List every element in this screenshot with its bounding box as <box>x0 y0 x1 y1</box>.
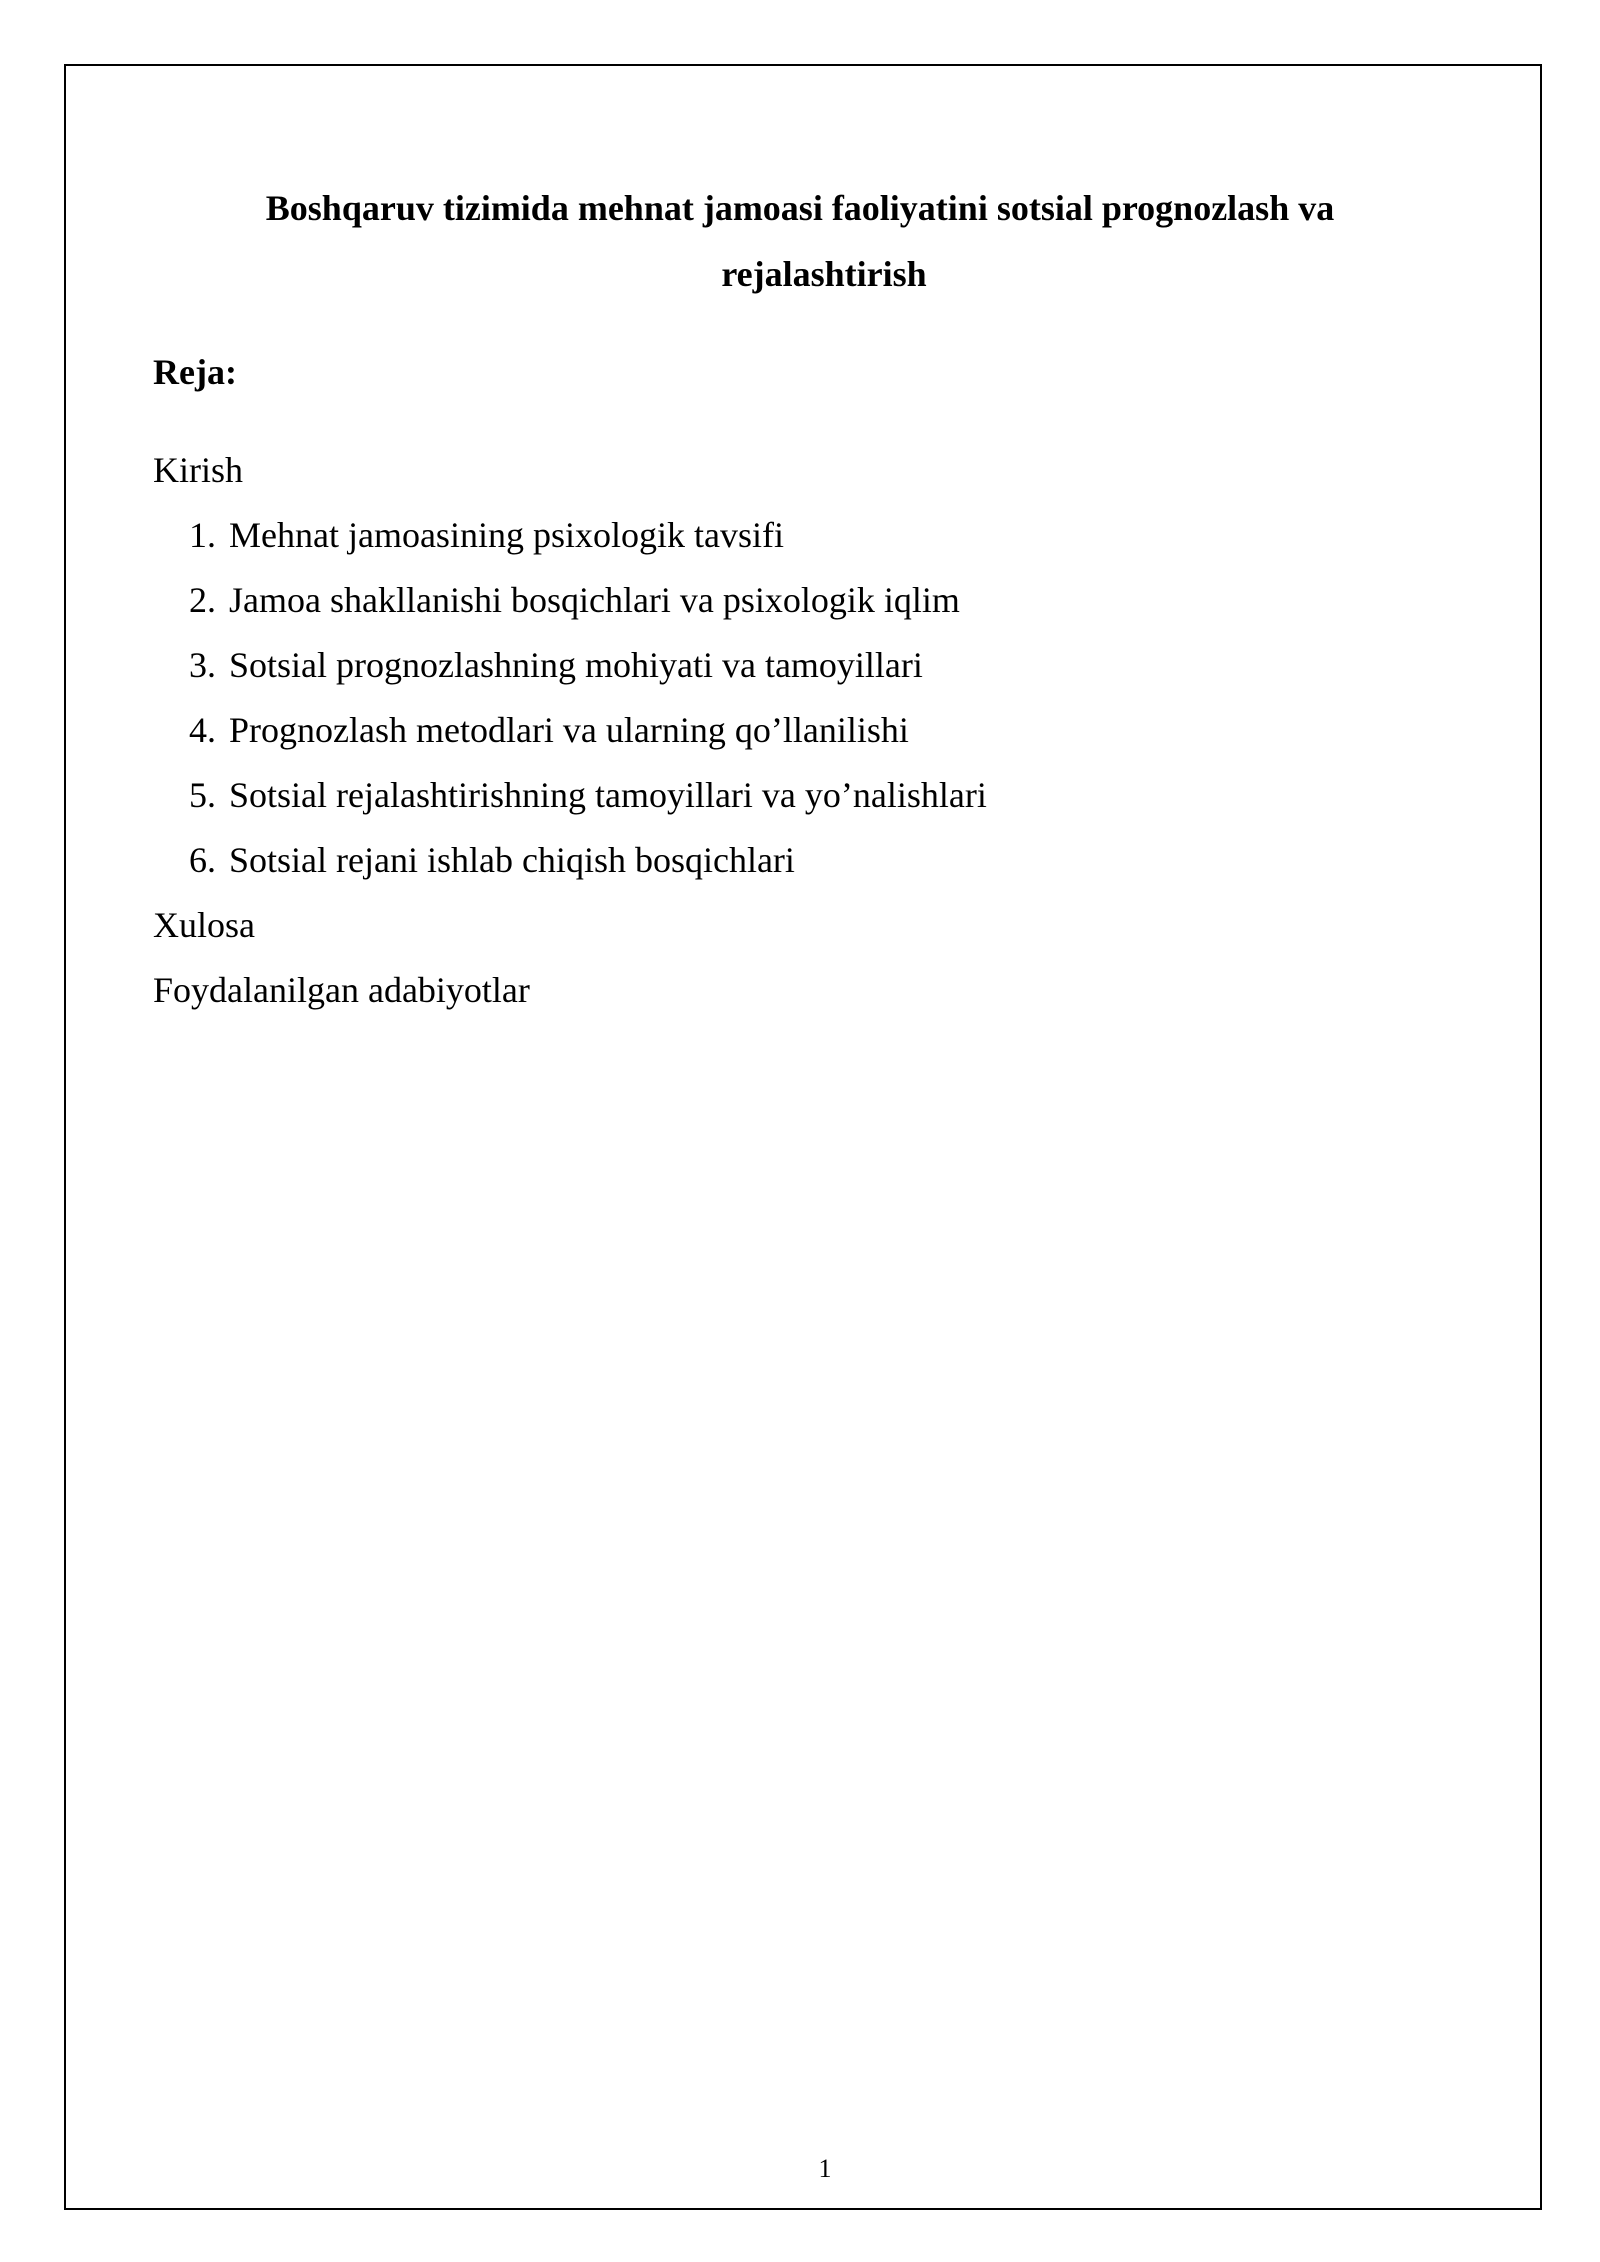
plan-item-text: Mehnat jamoasining psixologik tavsifi <box>229 515 784 555</box>
plan-item-text: Sotsial rejalashtirishning tamoyillari va yo’nalishlari <box>229 775 987 815</box>
plan-item-text: Prognozlash metodlari va ularning qo’llanilishi <box>229 710 909 750</box>
plan-intro: Kirish <box>153 450 243 490</box>
plan-item-text: Jamoa shakllanishi bosqichlari va psixologik iqlim <box>229 580 960 620</box>
plan-item-3 <box>189 643 923 687</box>
plan-item-text: Sotsial rejani ishlab chiqish bosqichlari <box>229 840 795 880</box>
plan-conclusion: Xulosa <box>153 905 255 945</box>
plan-item-number: 4. <box>189 710 216 750</box>
page-frame <box>64 64 1542 2210</box>
plan-item-2 <box>189 578 960 622</box>
plan-item-number: 3. <box>189 645 216 685</box>
page-number: 1 <box>818 2154 832 2183</box>
plan-item-text: Sotsial prognozlashning mohiyati va tamoyillari <box>229 645 923 685</box>
document-title-line-1: Boshqaruv tizimida mehnat jamoasi faoliyatini sotsial prognozlash va <box>265 188 1335 228</box>
plan-item-number: 6. <box>189 840 216 880</box>
plan-item-1 <box>189 513 784 557</box>
plan-references: Foydalanilgan adabiyotlar <box>153 970 530 1010</box>
plan-item-number: 5. <box>189 775 216 815</box>
plan-item-number: 1. <box>189 515 216 555</box>
plan-item-6 <box>189 838 795 882</box>
plan-heading: Reja: <box>153 352 237 392</box>
plan-item-5 <box>189 773 987 817</box>
plan-item-number: 2. <box>189 580 216 620</box>
document-title-line-2: rejalashtirish <box>721 254 927 294</box>
plan-item-4 <box>189 708 909 752</box>
